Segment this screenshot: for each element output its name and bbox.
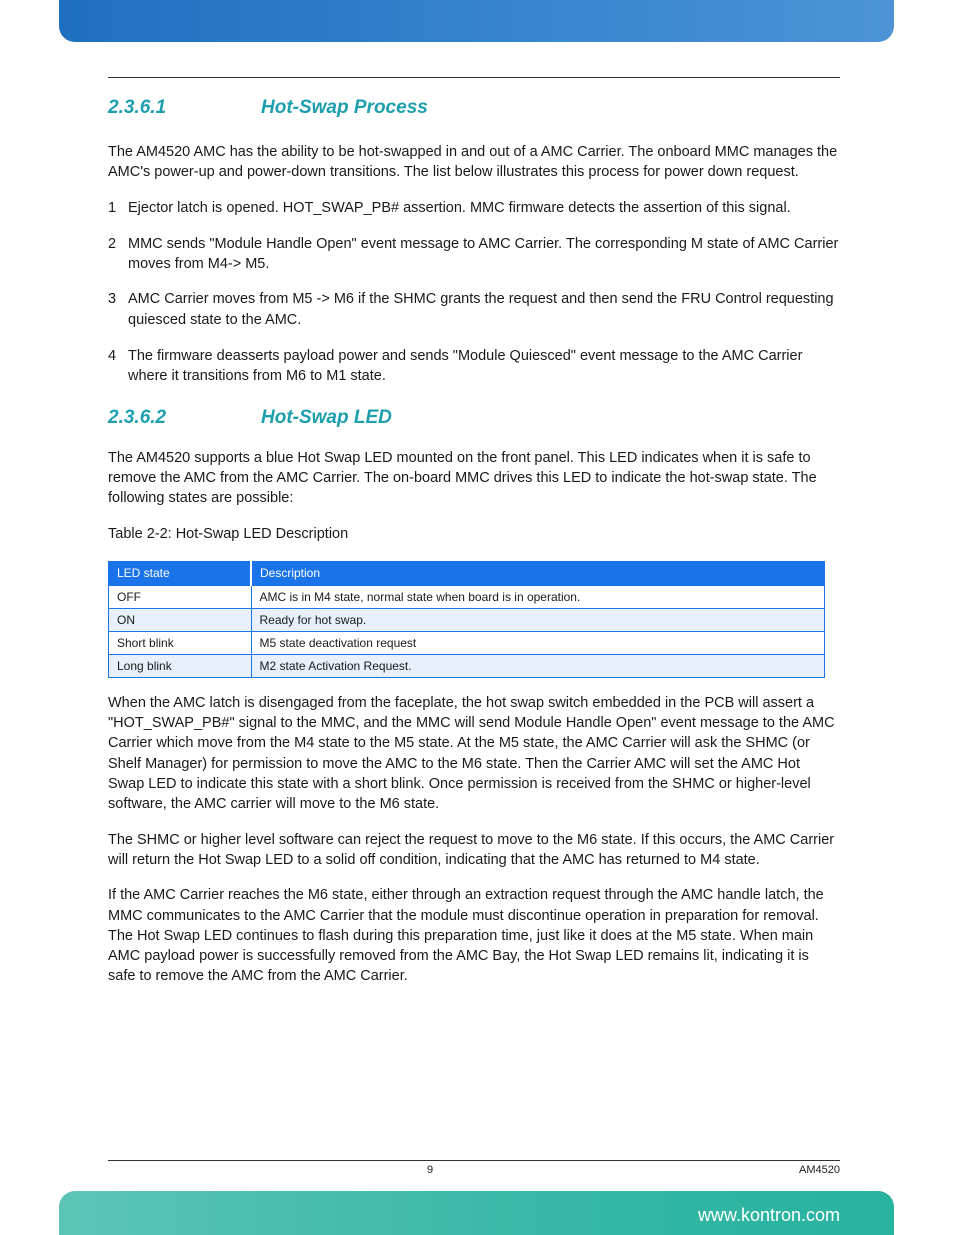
document-name: AM4520 (799, 1164, 840, 1176)
footer-divider (108, 1160, 840, 1161)
body-paragraph: The SHMC or higher level software can reject the request to move to the M6 state. If this occurs, the AMC Carrier will return the Hot Swap LED to a solid off condition, indicating that the AMC has returned to M4 state. (108, 831, 835, 868)
table-cell-led-state: Short blink (109, 631, 252, 654)
body-paragraph: When the AMC latch is disengaged from the faceplate, the hot swap switch embedded in the PCB will assert a "HOT_SWAP_PB#" signal to the MMC, and the MMC will send Module Handle Open" event message to the AMC Carrier which move from the M4 state to the M5 state. At the M5 state, the AMC Carrier will ask the SHMC (or Shelf Manager) for permission to move the AMC to the M6 state. Then the Carrier AMC will set the AMC Hot Swap LED to indicate this state with a short blink. Once permission is received from the SHMC or higher-level software, the AMC carrier will move to the M6 state. (108, 694, 835, 813)
list-item (108, 346, 840, 387)
kontron-website-link[interactable]: www.kontron.com (697, 1205, 840, 1225)
table-row (109, 585, 825, 608)
list-item (108, 198, 840, 218)
table-cell-led-state: OFF (109, 585, 252, 608)
table-cell-description: M5 state deactivation request (251, 631, 825, 654)
hot-swap-process-intro: The AM4520 AMC has the ability to be hot-swapped in and out of a AMC Carrier. The onboard MMC manages the AMC's power-up and power-down transitions. The list below illustrates this process for power down request. (108, 144, 838, 181)
header-divider (108, 77, 840, 78)
header-banner (59, 0, 894, 42)
table-row (109, 608, 825, 631)
section-number: 2.3.6.1 (108, 97, 167, 118)
section-heading-hot-swap-led (108, 406, 840, 430)
list-item-number: 1 (108, 199, 117, 216)
page-content (108, 96, 840, 987)
table-header-led-state: LED state (109, 561, 252, 585)
list-item (108, 289, 840, 330)
body-paragraph: If the AMC Carrier reaches the M6 state, either through an extraction request through the AMC handle latch, the MMC communicates to the AMC Carrier that the module must discontinue operation in preparation for removal. The Hot Swap LED continues to flash during this preparation time, just like it does at the M5 state. When main AMC payload power is successfully removed from the AMC Bay, the Hot Swap LED remains lit, indicating it is safe to remove the AMC from the AMC Carrier. (108, 887, 824, 985)
list-item (108, 234, 840, 275)
page-number: 9 (427, 1164, 434, 1176)
list-item-text: The firmware deasserts payload power and sends "Module Quiesced" event message to the AMC Carrier where it transitions from M6 to M1 state. (128, 348, 803, 385)
list-item-text: MMC sends "Module Handle Open" event message to AMC Carrier. The corresponding M state of AMC Carrier moves from M4-> M5. (128, 235, 839, 273)
table-row (109, 631, 825, 654)
hot-swap-led-table (108, 561, 825, 678)
table-cell-description: M2 state Activation Request. (251, 654, 825, 677)
list-item-number: 4 (108, 348, 117, 365)
list-item-number: 3 (108, 291, 117, 308)
list-item-number: 2 (108, 235, 117, 252)
table-cell-description: AMC is in M4 state, normal state when board is in operation. (251, 585, 825, 608)
hot-swap-led-intro: The AM4520 supports a blue Hot Swap LED mounted on the front panel. This LED indicates when it is safe to remove the AMC from the AMC Carrier. The on-board MMC drives this LED to indicate the hot-swap state. The following states are possible: (108, 449, 817, 507)
table-header-row (109, 561, 825, 585)
section-title: Hot-Swap Process (261, 97, 428, 118)
section-number: 2.3.6.2 (108, 406, 167, 428)
list-item-text: Ejector latch is opened. HOT_SWAP_PB# assertion. MMC firmware detects the assertion of this signal. (128, 199, 791, 216)
table-cell-led-state: ON (109, 608, 252, 631)
section-title: Hot-Swap LED (261, 406, 392, 428)
table-row (109, 654, 825, 677)
list-item-text: AMC Carrier moves from M5 -> M6 if the SHMC grants the request and then send the FRU Control requesting quiesced state to the AMC. (128, 291, 834, 328)
section-heading-hot-swap-process (108, 96, 840, 120)
table-header-description: Description (251, 561, 825, 585)
table-cell-led-state: Long blink (109, 654, 252, 677)
footer-banner (59, 1191, 894, 1235)
table-caption: Table 2-2: Hot-Swap LED Description (108, 525, 349, 542)
table-cell-description: Ready for hot swap. (251, 608, 825, 631)
